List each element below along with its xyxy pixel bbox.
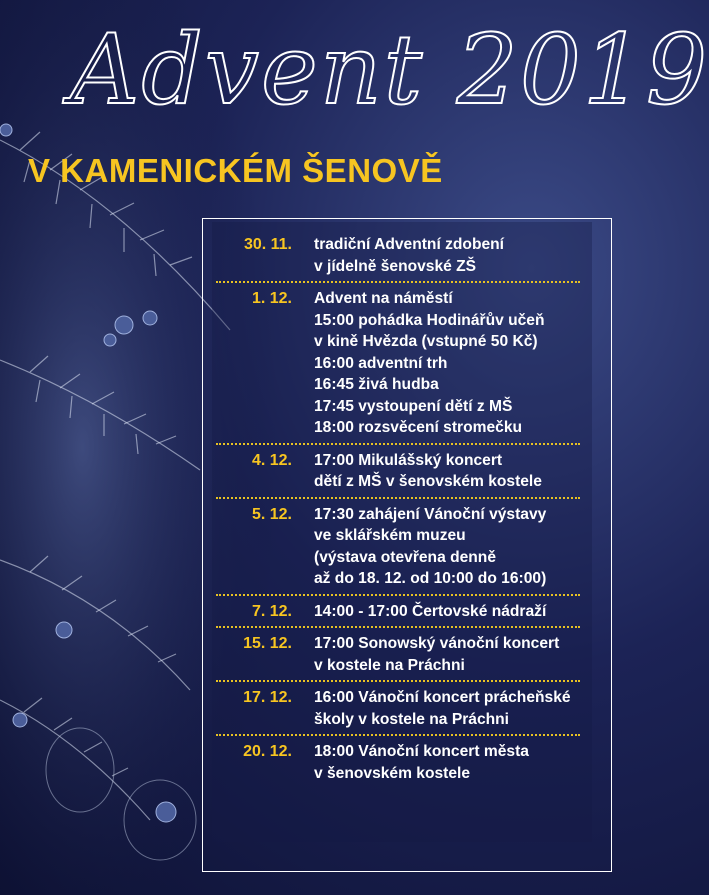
schedule-description [314, 504, 580, 590]
schedule-date: 17. 12. [243, 689, 292, 706]
event-subtitle: V KAMENICKÉM ŠENOVĚ [28, 152, 443, 189]
schedule-description [314, 234, 580, 277]
schedule-line: 17:30 zahájení Vánoční výstavy [314, 505, 547, 523]
schedule-line: 14:00 - 17:00 Čertovské nádraží [314, 602, 547, 620]
schedule-date: 7. 12. [251, 602, 292, 620]
schedule-line: 17:45 vystoupení dětí z MŠ [314, 397, 513, 415]
schedule-date: 20. 12. [243, 743, 292, 760]
schedule-item [216, 594, 580, 627]
schedule-line: 18:00 Vánoční koncert města [314, 743, 529, 760]
schedule-line: 16:45 živá hudba [314, 376, 439, 393]
schedule-item [216, 443, 580, 497]
schedule-description [314, 288, 580, 439]
schedule-item [216, 626, 580, 680]
event-title-script: Advent 2019 [70, 14, 709, 126]
schedule-date: 30. 11. [243, 236, 292, 253]
schedule-date: 15. 12. [243, 635, 292, 652]
schedule-item [216, 232, 580, 281]
schedule-description [314, 450, 580, 493]
schedule-line: 15:00 pohádka Hodinářův učeň [314, 311, 545, 329]
schedule-line: až do 18. 12. od 10:00 do 16:00) [314, 570, 547, 587]
schedule-list [216, 232, 580, 788]
schedule-line: tradiční Adventní zdobení [314, 236, 505, 253]
schedule-date: 4. 12. [251, 451, 292, 469]
schedule-line: Advent na náměstí [314, 290, 453, 307]
schedule-description [314, 741, 580, 784]
schedule-description [314, 687, 580, 730]
schedule-line: ve sklářském muzeu [314, 527, 466, 544]
schedule-item [216, 734, 580, 788]
schedule-date: 5. 12. [251, 505, 292, 523]
schedule-item [216, 680, 580, 734]
schedule-item [216, 281, 580, 443]
schedule-description [314, 601, 580, 623]
schedule-line: 18:00 rozsvěcení stromečku [314, 419, 523, 436]
schedule-line: 17:00 Mikulášský koncert [314, 451, 503, 469]
schedule-line: školy v kostele na Práchni [314, 710, 510, 728]
schedule-date: 1. 12. [251, 290, 292, 307]
schedule-line: (výstava otevřena denně [314, 548, 497, 566]
schedule-item [216, 497, 580, 594]
schedule-line: v kostele na Práchni [314, 656, 465, 674]
schedule-line: 16:00 adventní trh [314, 354, 448, 372]
schedule-line: v jídelně šenovské ZŠ [314, 257, 477, 275]
schedule-line: dětí z MŠ v šenovském kostele [314, 473, 542, 490]
schedule-description [314, 633, 580, 676]
schedule-line: 17:00 Sonowský vánoční koncert [314, 635, 560, 652]
schedule-line: v kině Hvězda (vstupné 50 Kč) [314, 333, 538, 350]
schedule-line: 16:00 Vánoční koncert prácheňské [314, 689, 571, 706]
schedule-line: v šenovském kostele [314, 764, 471, 782]
